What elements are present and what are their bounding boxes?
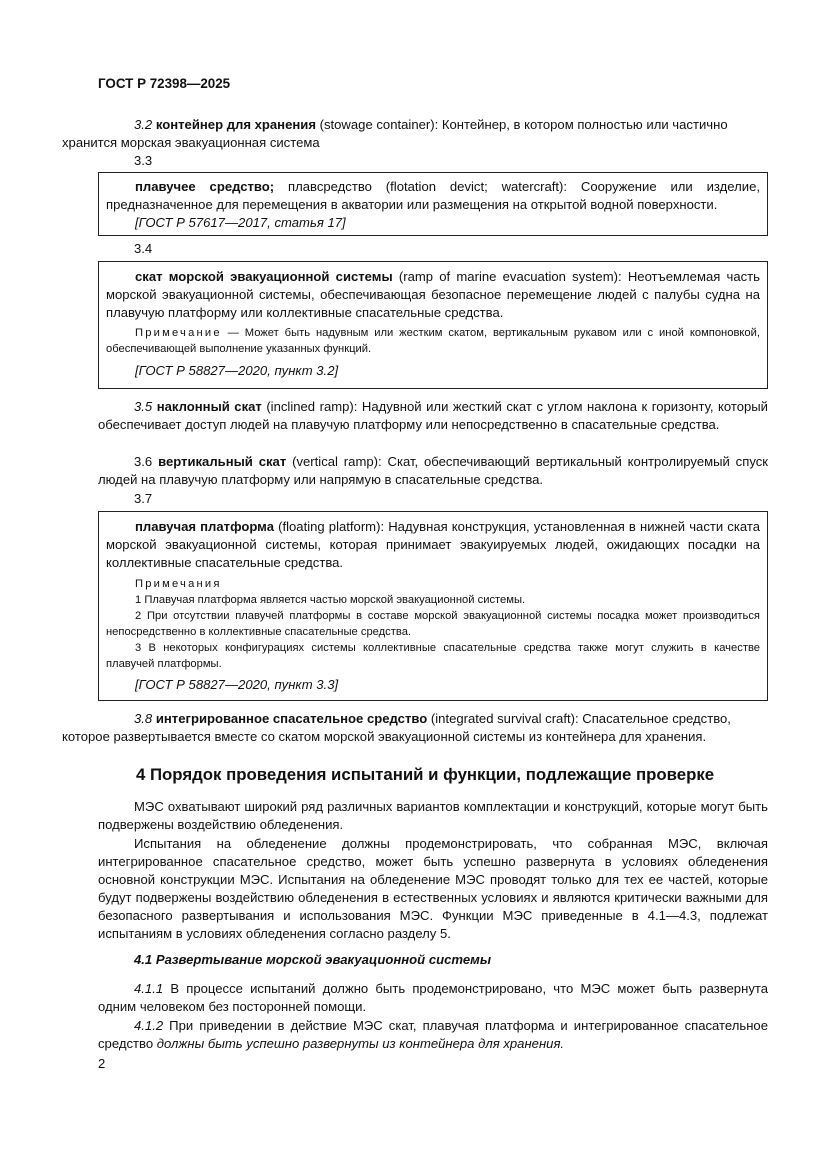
definition-3-5: [98, 398, 768, 434]
definition-text-cont: которое развертывается вместе со скатом морской эвакуационной системы из контейнера для хранения.: [62, 729, 707, 744]
definition-3-4: [106, 268, 760, 322]
source-reference: [ГОСТ Р 58827—2020, пункт 3.2]: [135, 363, 339, 378]
note-text: — Может быть надувным или жестким скатом, вертикальным рукавом или с иной компоновкой, обеспечивающей выполнение указанных функций.: [106, 327, 760, 355]
definition-3-3: [106, 178, 760, 214]
clause-number: 3.5: [134, 399, 153, 414]
definition-3-6: [98, 453, 768, 489]
paragraph-text-italic: должны быть успешно развернуты из контейнера для хранения.: [156, 1036, 565, 1051]
clause-number: 4.1.1: [134, 981, 164, 996]
quoted-definition-box: [98, 511, 768, 701]
note-2: 2 При отсутствии плавучей платформы в составе морской эвакуационной системы посадка может производиться непосредственно в коллективные спасательные средства.: [106, 610, 760, 638]
definition-text: (floating platform): Надувная конструкция, установленная в нижней части ската морской эвакуационной системы, которая принимает эвакуируемых людей, ожидающих посадки на коллективные спасательные средства.: [106, 519, 760, 570]
term: плавучая платформа: [135, 519, 274, 534]
clause-number: 3.4: [134, 241, 153, 256]
term: плавучее средство;: [135, 179, 275, 194]
clause-number: 3.2: [134, 117, 153, 132]
note-1: 1 Плавучая платформа является частью морской эвакуационной системы.: [135, 594, 526, 606]
paragraph: Испытания на обледенение должны продемонстрировать, что собранная МЭС, включая интегрированное спасательное средство, может быть успешно развернута в условиях обледенения основной конструкции МЭС. Испытания на обледенение МЭС проводят только для тех ее частей, которые будут подвержены воздействию обледенения в естественных условиях и являются критически важными для безопасного развертывания и использования МЭС. Функции МЭС приведенные в 4.1—4.3, подлежат испытаниям в условиях обледенения согласно разделу 5.: [98, 836, 768, 941]
definition-text: плавсредство (flotation devict; watercraft): Сооружение или изделие, предназначенное для перемещения в акватории или размещения на открытой водной поверхности.: [106, 179, 760, 212]
definition-text-cont: хранится морская эвакуационная система: [62, 135, 320, 150]
quoted-definition-box: [98, 261, 768, 389]
definition-3-2: [62, 116, 768, 152]
term: вертикальный скат: [158, 454, 287, 469]
definition-text: (inclined ramp): Надувной или жесткий скат с углом наклона к горизонту, который обеспечивает доступ людей на плавучую платформу или непосредственно в спасательные средства.: [98, 399, 768, 432]
term: скат морской эвакуационной системы: [135, 269, 393, 284]
page-number: 2: [98, 1056, 106, 1071]
source-reference: [ГОСТ Р 58827—2020, пункт 3.3]: [135, 677, 339, 692]
term: интегрированное спасательное средство: [155, 711, 428, 726]
document-id: ГОСТ Р 72398—2025: [98, 76, 231, 91]
notes-label: Примечания: [135, 578, 222, 590]
note-3: 3 В некоторых конфигурациях системы коллективные спасательные средства также могут служить в качестве плавучей платформы.: [106, 642, 760, 670]
definition-text: (vertical ramp): Скат, обеспечивающий вертикальный контролируемый спуск людей на плавучую платформу или напрямую в спасательные средства.: [98, 454, 768, 487]
term: контейнер для хранения: [155, 117, 316, 132]
definition-3-7: [106, 518, 760, 572]
definition-text: (ramp of marine evacuation system): Неотъемлемая часть морской эвакуационной системы, обеспечивающая безопасное перемещение людей с палубы судна на плавучую платформу или коллективные спасательные средства.: [106, 269, 760, 320]
note: [106, 325, 760, 357]
section-heading: 4 Порядок проведения испытаний и функции, подлежащие проверке: [136, 765, 715, 784]
subsection-heading: 4.1 Развертывание морской эвакуационной системы: [134, 952, 491, 967]
clause-number: 4.1.2: [134, 1018, 164, 1033]
note-label: Примечание: [135, 327, 222, 339]
paragraph-4-1-2: [98, 1017, 768, 1053]
definition-text: (stowage container): Контейнер, в котором полностью или частично: [315, 117, 728, 132]
paragraph: МЭС охватывают широкий ряд различных вариантов комплектации и конструкций, которые могут быть подвержены воздействию обледенения.: [98, 799, 768, 832]
term: наклонный скат: [156, 399, 262, 414]
clause-number: 3.3: [134, 153, 153, 168]
clause-number: 3.7: [134, 491, 153, 506]
quoted-definition-box: [98, 172, 768, 236]
paragraph-4-1-1: [98, 980, 768, 1016]
clause-number: 3.6: [134, 454, 153, 469]
paragraph-text: При приведении в действие МЭС скат, плавучая платформа и интегрированное спасательное средство: [98, 1018, 768, 1051]
paragraph-text: В процессе испытаний должно быть продемонстрировано, что МЭС может быть развернута одним человеком без посторонней помощи.: [98, 981, 768, 1014]
source-reference: [ГОСТ Р 57617—2017, статья 17]: [135, 215, 346, 230]
definition-3-8: [62, 710, 768, 746]
clause-number: 3.8: [134, 711, 153, 726]
definition-text: (integrated survival craft): Спасательное средство,: [427, 711, 731, 726]
